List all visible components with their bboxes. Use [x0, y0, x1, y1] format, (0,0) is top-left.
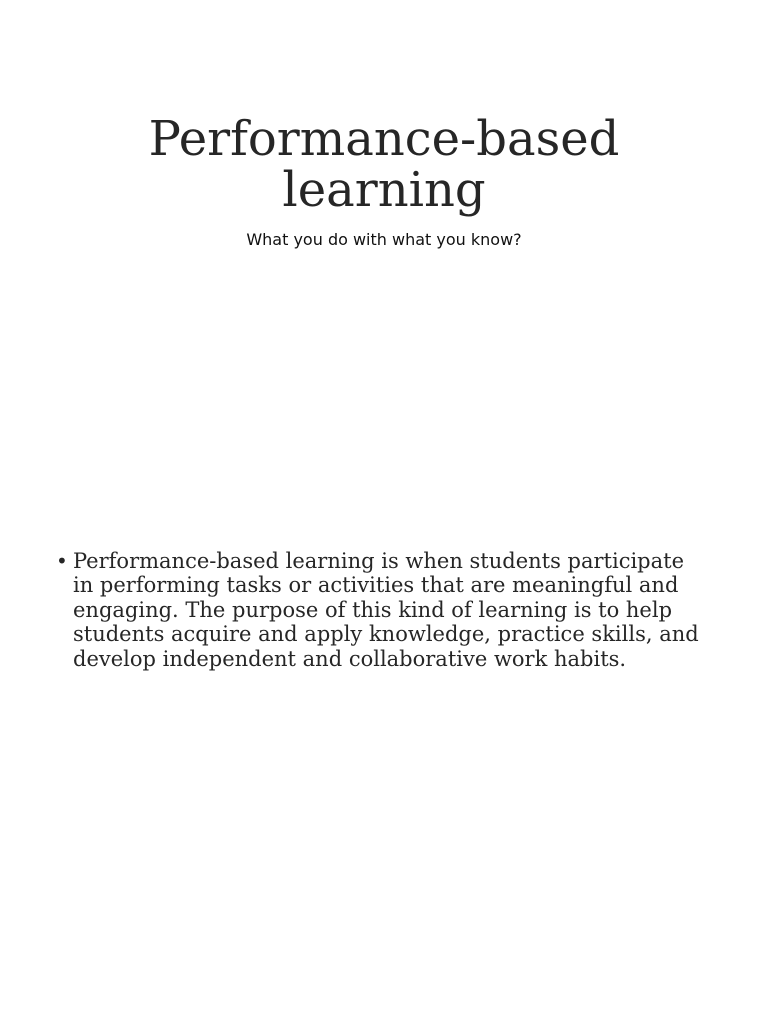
- slide-title: Performance-based learning: [148, 111, 620, 218]
- slide-subtitle: What you do with what you know?: [246, 230, 522, 249]
- bullet-list: [56, 549, 706, 671]
- list-item: [56, 549, 706, 671]
- bullet-text: Performance-based learning is when students participate in performing tasks or activities that are meaningful and engaging. The purpose of this kind of learning is to help students acquire and apply knowledge, practice skills, and develop independent and collaborative work habits.: [73, 549, 699, 671]
- bullet-icon: •: [56, 549, 68, 573]
